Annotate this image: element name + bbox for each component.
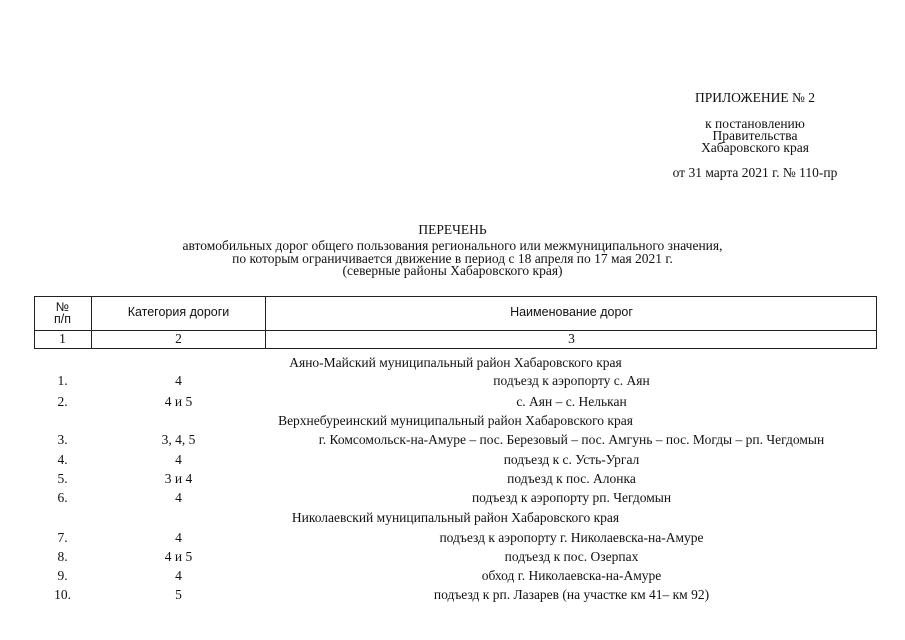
column-number: 1 [59,331,66,346]
row-category: 4 [175,530,182,545]
document-title: ПЕРЕЧЕНЬ [418,222,487,237]
document-subtitle [0,240,905,278]
district-heading: Аяно-Майский муниципальный район Хабаровского края [289,355,622,370]
appendix-line: Хабаровского края [701,140,809,155]
column-number: 3 [568,331,575,346]
row-road-name: подъезд к пос. Алонка [507,471,636,486]
row-number: 3. [57,432,68,447]
row-number: 8. [57,549,68,564]
table-row [0,469,905,489]
row-category: 3, 4, 5 [161,432,196,447]
row-number: 9. [57,568,68,583]
table-row [0,528,905,548]
appendix-block [600,90,905,181]
appendix-title: ПРИЛОЖЕНИЕ № 2 [694,90,816,105]
district-heading: Николаевский муниципальный район Хабаровского края [291,510,620,525]
row-category: 4 и 5 [164,394,193,409]
row-category: 4 и 5 [164,549,193,564]
header-category: Категория дороги [127,305,230,319]
subtitle-line: по которым ограничивается движение в период с 18 апреля по 17 мая 2021 г. [232,250,673,266]
row-number: 6. [57,490,68,505]
row-road-name: подъезд к рп. Лазарев (на участке км 41– км 92) [433,587,710,602]
table-row [0,430,905,450]
table-row [0,450,905,470]
row-category: 4 [175,452,182,467]
header-name: Наименование дорог [510,305,633,319]
header-num-line: п/п [53,312,71,326]
row-road-name: подъезд к аэропорту г. Николаевска-на-Амуре [439,530,704,545]
table-row [0,547,905,567]
row-road-name: подъезд к пос. Озерпах [504,549,639,564]
row-number: 4. [57,452,68,467]
row-number: 2. [57,394,68,409]
appendix-date: от 31 марта 2021 г. № 110-пр [672,165,838,180]
row-road-name: обход г. Николаевска-на-Амуре [481,568,662,583]
table-row [0,488,905,508]
row-number: 7. [57,530,68,545]
table-row [0,392,905,412]
header-num [34,301,91,325]
subtitle-line: (северные районы Хабаровского края) [342,263,563,278]
header-num-line: № [55,300,70,314]
subtitle-line: автомобильных дорог общего пользования регионального или межмуниципального значения, [182,238,723,253]
row-road-name: г. Комсомольск-на-Амуре – пос. Березовый – пос. Амгунь – пос. Могды – рп. Чегдомын [318,432,825,447]
row-number: 1. [57,373,68,388]
row-number: 5. [57,471,68,486]
row-category: 3 и 4 [164,471,193,486]
row-road-name: с. Аян – с. Нелькан [516,394,627,409]
column-number: 2 [175,331,182,346]
row-category: 4 [175,373,182,388]
table-row [0,585,905,605]
row-road-name: подъезд к аэропорту рп. Чегдомын [471,490,672,505]
table-row [0,371,905,391]
row-number: 10. [54,587,71,602]
district-heading: Верхнебуреинский муниципальный район Хабаровского края [278,413,633,428]
row-category: 4 [175,568,182,583]
row-road-name: подъезд к аэропорту с. Аян [493,373,650,388]
appendix-line: Правительства [712,128,798,143]
appendix-line: к постановлению [705,116,805,131]
table-row [0,566,905,586]
row-category: 5 [175,587,182,602]
row-category: 4 [175,490,182,505]
row-road-name: подъезд к с. Усть-Ургал [503,452,640,467]
